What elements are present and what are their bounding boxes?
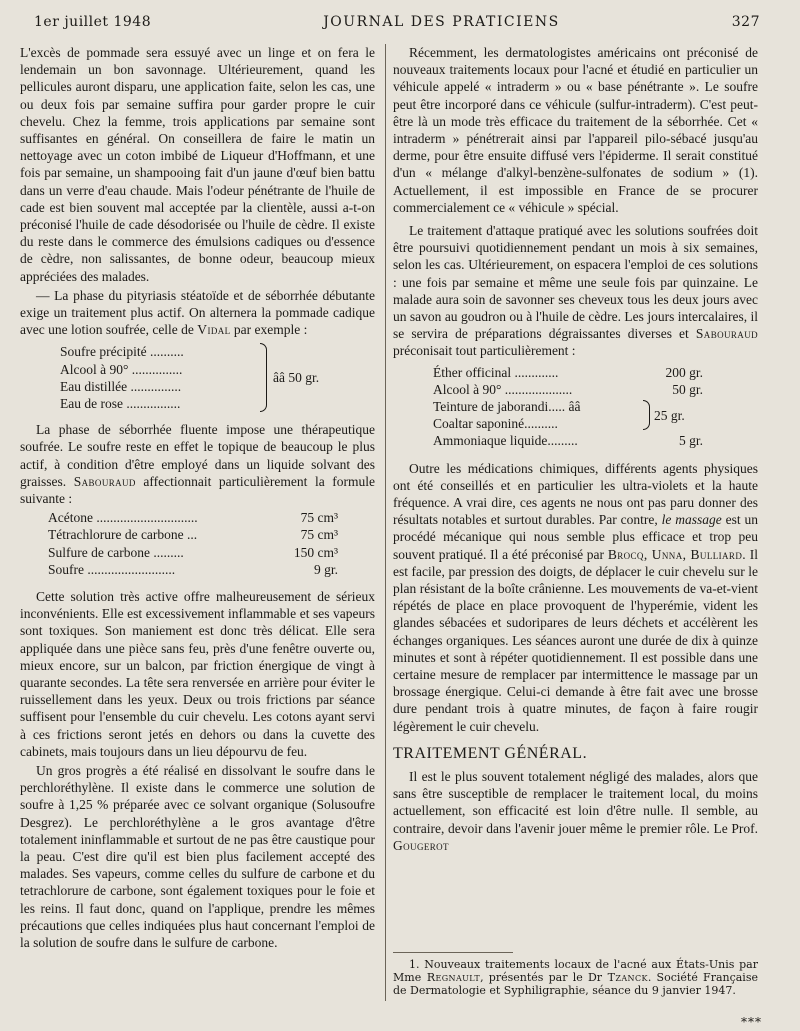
footnote-rule [393,952,513,953]
paragraph [20,421,375,507]
quantity: 150 cm³ [293,544,338,560]
quantity: 5 gr. [678,433,703,449]
paragraph-text: est un procédé mécanique qui nous semble plus efficace et trop peu souvent pratiqué. Il a été préconisé par [393,512,758,562]
author-names: Brocq, Unna, Bulliard. [607,546,746,562]
ingredient: Coaltar saponiné.......... [433,416,558,432]
quantity: ââ 50 gr. [273,370,320,386]
footnote-text [393,958,758,997]
prescription-vidal [60,343,375,412]
journal-title: JOURNAL DES PRATICIENS [323,14,560,30]
paragraph [393,460,758,735]
quantity: 75 cm³ [300,510,338,526]
author-name: Vidal [197,322,231,338]
ingredient: Teinture de jaborandi..... ââ [433,399,581,415]
formula-sabouraud-1 [48,509,348,578]
paragraph-text: par exemple : [230,322,308,338]
quantity: 200 gr. [665,364,703,380]
ingredient: Soufre précipité .......... [60,344,184,360]
paragraph-text: — La phase du pityriasis stéatoïde et de séborrhée débutante exige un traitement plus actif. On alternera la pommade cadique avec une lotion soufrée, celle de [20,287,375,338]
ingredient: Soufre .......................... [48,561,176,577]
ingredient: Sulfure de carbone ......... [48,544,184,560]
footnote-part: , présentés par le Dr [480,971,603,984]
footnote-part: 1. Nouveaux traitements locaux de l'acné aux États-Unis par Mme [393,958,758,984]
footnote-part: . Société Française de Dermatologie et Syphiligraphie, séance du 9 janvier 1947. [393,971,758,997]
quantity: 75 cm³ [300,527,338,543]
ingredient: Éther officinal ............. [433,364,559,380]
author-name: Regnault [421,971,481,984]
paragraph-text: Il est facile, par pression des doigts, de déplacer le cuir chevelu sur le plan résistant de la boîte crânienne. Les mouvements de va-et-vient répétés de place en place provoquent de l'hyperémie, vident les glandes sébacées et sudoripares de leurs déchets et accélèrent les échanges organiques. Les séances auront une durée de dix à quinze minutes et sont à répéter quotidiennement. Il est possible dans une certaine mesure de remplacer par intermittence le massage par un brossage énergique. Celui-ci demande à être fait avec une brosse dure pendant trois à quatre minutes, de façon à faire rougir légèrement le cuir chevelu. [393,546,758,734]
paragraph-text: affectionnait particulièrement la formule suivante : [20,473,376,507]
paragraph-text: Le traitement d'attaque pratiqué avec les solutions soufrées doit être poursuivi quotidiennement pendant un mois à six semaines, selon les cas. Ultérieurement, on espacera l'emploi de ces solutions : une fois par semaine et même une seule fois par quinzaine. Le malade aura soin de savonner ses cheveux tous les deux jours avec un savon au goudron ou à l'huile de cèdre. Les jours intercalaires, il se servira de préparations dégraissantes diverses et [393,223,758,342]
column-divider [385,44,386,1001]
formula-sabouraud-2 [433,364,708,450]
page-ornament: *** [741,1015,762,1029]
ingredient: Acétone .............................. [48,510,198,526]
footnote [393,958,758,999]
page-header [34,14,760,34]
brace [260,343,267,412]
quantity: 9 gr. [313,561,338,577]
section-heading: TRAITEMENT GÉNÉRAL. [393,744,588,762]
ingredient-list [60,343,260,412]
ingredient: Eau de rose ................ [60,396,181,412]
quantity: 25 gr. [654,407,685,423]
paragraph [393,768,758,854]
paragraph-text: Outre les médications chimiques, différents agents physiques ont été conseillés et en particulier les ultra-violets et la haute fréquence. A vrai dire, ces agents ne nous ont pas paru donner des résultats notables et surtout durables. Par contre, [393,460,758,528]
paragraph: Récemment, les dermatologistes américains ont préconisé de nouveaux traitements locaux pour l'acné et étudié en particulier un véhicule appelé « intraderm » ou « base pénétrante ». Le soufre peut être incorporé dans ce véhicule (sulfur-intraderm). C'est peut-être là un mode très efficace du traitement de la séborrhée. Cet « intraderm » pénétrerait ainsi par l'appareil pilo-sébacé jusqu'au derme, pour être ensuite diffusé vers l'épiderme. Il serait constitué d'un « mélange d'alkyl-benzène-sulfonates de sodium » (1). Actuellement, il est impossible en France de se procurer commercialement ce « véhicule » spécial. [393,45,758,215]
right-column [393,44,758,1017]
quantity: 50 gr. [672,381,703,397]
ingredient: Eau distillée ............... [60,378,182,394]
paragraph: L'excès de pommade sera essuyé avec un linge et on fera le lendemain un bon savonnage. Ultérieurement, quand les pellicules auront disparu, une application faite, selon les cas, une ou deux fois par semaine suffira pour garder propre le cuir chevelu. Chez la femme, trois applications par semaine sont suffisantes en général. On conseillera de faire le matin un nettoyage avec un coton imbibé de Liqueur d'Hoffmann, et une fois par semaine, un shampooing fait d'un jaune d'œuf bien battu dans un verre d'eau chaude. Mais l'odeur pénétrante de l'huile de cade est bien souvent mal acceptée par la clientèle, aussi a-t-on préconisé l'huile de cade désodorisée ou l'huile de cèdre. Il existe du reste dans le commerce des émulsions cadiques ou d'essence de cèdre, non salissantes, de bonne odeur, beaucoup mieux appréciées des malades. [20,45,375,284]
quantity-group [273,343,319,412]
brace [643,400,650,430]
ingredient: Ammoniaque liquide......... [433,433,578,449]
page-number: 327 [731,14,760,30]
issue-date: 1er juillet 1948 [34,14,152,30]
emphasis: le massage [661,512,722,528]
left-column [20,44,375,1017]
paragraph-text: préconisait tout particulièrement : [393,343,576,359]
author-name: Sabouraud [73,473,136,489]
paragraph-text: Il est le plus souvent totalement négligé des malades, alors que sans être susceptible de remplacer le traitement local, du moins actuellement, son efficacité est loin d'être nulle. Il semble, au contraire, devoir dans l'avenir jouer même le premier rôle. Le Prof. [393,769,758,836]
paragraph: Un gros progrès a été réalisé en dissolvant le soufre dans le perchloréthylène. Il existe dans le commerce une solution de soufre à 1,25 % préparée avec ce solvant organique (Solusoufre Desgrez). Le perchloréthylène a le gros avantage d'être totalement ininflammable et surtout de ne pas être caustique pour la peau. C'est dire qu'il est bien plus facilement accepté des malades. Ses vapeurs, comme celles du sulfure de carbone et du tetrachlorure de carbone, sont également toxiques pour le foie et les reins. Il faut donc, quand on l'applique, prendre les mêmes précautions que celles indiquées plus haut concernant l'emploi de la solution de soufre dans le sulfure de carbone. [20,763,375,951]
author-name: Sabouraud [695,326,759,342]
ingredient: Alcool à 90° .................... [433,381,573,397]
ingredient: Tétrachlorure de carbone ... [48,527,198,543]
paragraph [393,222,758,360]
paragraph: Cette solution très active offre malheureusement de sérieux inconvénients. Elle est excessivement inflammable et ses vapeurs sont toxiques. Son maniement est donc très délicat. Elle sera appliquée dans une pièce sans feu, près d'une fenêtre ouverte ou, mieux encore, sur un balcon, par friction énergique de vingt à quarante secondes. La tête sera renversée en arrière pour éviter le ruissellement dans les yeux. Deux ou trois frictions par séance suffisent pour l'ensemble du cuir chevelu. Les cotons ayant servi à ces frictions seront jetés en dehors ou dans la cuvette des cabinets, mais toujours dans un lieu dépourvu de feu. [20,588,375,759]
paragraph-text: La phase de séborrhée fluente impose une thérapeutique soufrée. Le soufre reste en effet le topique de beaucoup le plus actif, à condition d'être employé dans un liquide solvant des graisses. [20,422,375,489]
paragraph [20,287,375,339]
author-name: Gougerot [393,837,449,853]
author-name: Tzanck [602,971,648,984]
quantity-group [654,398,685,432]
ingredient: Alcool à 90° ............... [60,361,183,377]
